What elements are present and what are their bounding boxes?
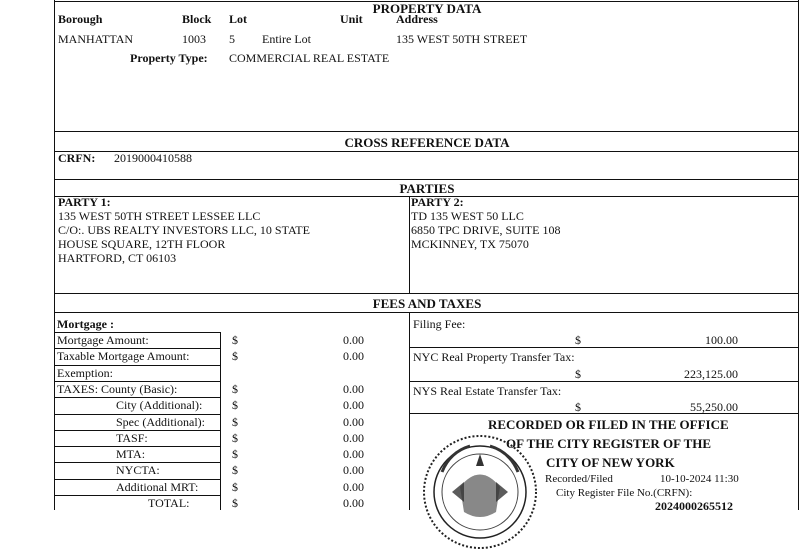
fee-row-label: Spec (Additional):	[116, 415, 205, 429]
fee-row-dollar: $	[232, 496, 238, 510]
fee-row-dollar: $	[232, 349, 238, 363]
cross-reference-title: CROSS REFERENCE DATA	[344, 135, 510, 150]
fee-row-label: TASF:	[116, 431, 148, 445]
recorded-value: 10-10-2024 11:30	[660, 473, 739, 485]
nys-transfer-tax-label: NYS Real Estate Transfer Tax:	[413, 384, 562, 398]
parties-title: PARTIES	[399, 181, 455, 196]
divider-property-crossref	[54, 131, 798, 132]
party1-label: PARTY 1:	[58, 195, 111, 209]
fee-row-label: TOTAL:	[148, 496, 190, 510]
party1-line: 135 WEST 50TH STREET LESSEE LLC	[58, 209, 261, 223]
crfn-label: CRFN:	[58, 151, 96, 165]
fee-row-amount: 0.00	[343, 349, 364, 363]
fee-row-divider	[54, 365, 220, 366]
borough-value: MANHATTAN	[58, 32, 134, 46]
city-register-seal-icon	[420, 432, 540, 552]
fee-row-divider	[54, 414, 220, 415]
address-header: Address	[396, 12, 438, 26]
fee-row-divider	[54, 397, 220, 398]
block-header: Block	[182, 12, 212, 26]
nyc-transfer-tax-label: NYC Real Property Transfer Tax:	[413, 350, 575, 364]
divider-filing-fee	[409, 347, 798, 348]
fee-row-label: MTA:	[116, 447, 146, 461]
fee-row-divider	[54, 381, 220, 382]
fee-row-label: City (Additional):	[116, 398, 203, 412]
property-type-label: Property Type:	[130, 51, 208, 65]
party2-line: 6850 TPC DRIVE, SUITE 108	[411, 223, 561, 237]
fee-row-label: NYCTA:	[116, 463, 160, 477]
fee-row-amount: 0.00	[343, 480, 364, 494]
fee-row-amount: 0.00	[343, 415, 364, 429]
divider-parties-fees	[54, 293, 798, 294]
fee-row-divider	[54, 495, 220, 496]
party2-line: TD 135 WEST 50 LLC	[411, 209, 524, 223]
recorded-label: Recorded/Filed	[545, 473, 613, 485]
fee-row-label: TAXES: County (Basic):	[57, 382, 178, 396]
fees-taxes-title: FEES AND TAXES	[372, 296, 482, 311]
file-no-label: City Register File No.(CRFN):	[556, 487, 693, 499]
borough-header: Borough	[58, 12, 103, 26]
divider-nyc-tax	[409, 381, 798, 382]
mortgage-label: Mortgage :	[57, 317, 114, 331]
address-value: 135 WEST 50TH STREET	[396, 32, 528, 46]
fee-row-dollar: $	[232, 480, 238, 494]
nys-transfer-tax-dollar: $	[575, 400, 581, 414]
file-no-value: 2024000265512	[655, 499, 733, 513]
divider-crossref-parties	[54, 179, 798, 180]
lot-value: 5	[229, 32, 235, 46]
fee-row-label: Additional MRT:	[116, 480, 199, 494]
lot-type-value: Entire Lot	[262, 32, 311, 46]
party1-line: HARTFORD, CT 06103	[58, 251, 177, 265]
divider-fees-columns	[409, 312, 410, 510]
fee-row-divider	[54, 462, 220, 463]
fee-row-amount: 0.00	[343, 463, 364, 477]
fee-row-divider	[54, 479, 220, 480]
party1-line: C/O:. UBS REALTY INVESTORS LLC, 10 STATE	[58, 223, 310, 237]
filing-fee-dollar: $	[575, 333, 581, 347]
filing-fee-amount: 100.00	[705, 333, 738, 347]
filing-fee-label: Filing Fee:	[413, 317, 466, 331]
fee-label-column-divider	[220, 332, 221, 510]
property-data-title: PROPERTY DATA	[372, 1, 482, 16]
right-border	[798, 0, 799, 510]
recorded-line3: CITY OF NEW YORK	[546, 455, 675, 470]
fee-row-dollar: $	[232, 398, 238, 412]
party2-label: PARTY 2:	[411, 195, 464, 209]
nyc-transfer-tax-dollar: $	[575, 367, 581, 381]
divider-nys-tax	[409, 413, 798, 414]
fee-row-dollar: $	[232, 382, 238, 396]
recorded-line1: RECORDED OR FILED IN THE OFFICE	[488, 417, 729, 432]
property-type-value: COMMERCIAL REAL ESTATE	[229, 51, 390, 65]
party2-line: MCKINNEY, TX 75070	[411, 237, 529, 251]
divider-fees-header	[54, 312, 798, 313]
recorded-line2: OF THE CITY REGISTER OF THE	[506, 436, 712, 451]
nyc-transfer-tax-amount: 223,125.00	[684, 367, 738, 381]
fee-row-dollar: $	[232, 447, 238, 461]
party1-line: HOUSE SQUARE, 12TH FLOOR	[58, 237, 226, 251]
divider-party-columns	[409, 196, 410, 293]
fee-row-amount: 0.00	[343, 496, 364, 510]
nys-transfer-tax-amount: 55,250.00	[690, 400, 738, 414]
fee-row-label: Taxable Mortgage Amount:	[57, 349, 190, 363]
fee-row-divider	[54, 348, 220, 349]
fee-row-dollar: $	[232, 463, 238, 477]
block-value: 1003	[182, 32, 206, 46]
fee-row-amount: 0.00	[343, 431, 364, 445]
fee-row-amount: 0.00	[343, 398, 364, 412]
unit-header: Unit	[340, 12, 363, 26]
fee-row-label: Exemption:	[57, 366, 113, 380]
fee-row-divider	[54, 332, 220, 333]
fee-row-dollar: $	[232, 431, 238, 445]
crfn-value: 2019000410588	[114, 151, 192, 165]
fee-row-divider	[54, 446, 220, 447]
left-border	[54, 0, 55, 510]
fee-row-dollar: $	[232, 333, 238, 347]
lot-header: Lot	[229, 12, 247, 26]
fee-row-amount: 0.00	[343, 333, 364, 347]
fee-row-divider	[54, 430, 220, 431]
fee-row-amount: 0.00	[343, 447, 364, 461]
fee-row-amount: 0.00	[343, 382, 364, 396]
fee-row-dollar: $	[232, 415, 238, 429]
fee-row-label: Mortgage Amount:	[57, 333, 149, 347]
